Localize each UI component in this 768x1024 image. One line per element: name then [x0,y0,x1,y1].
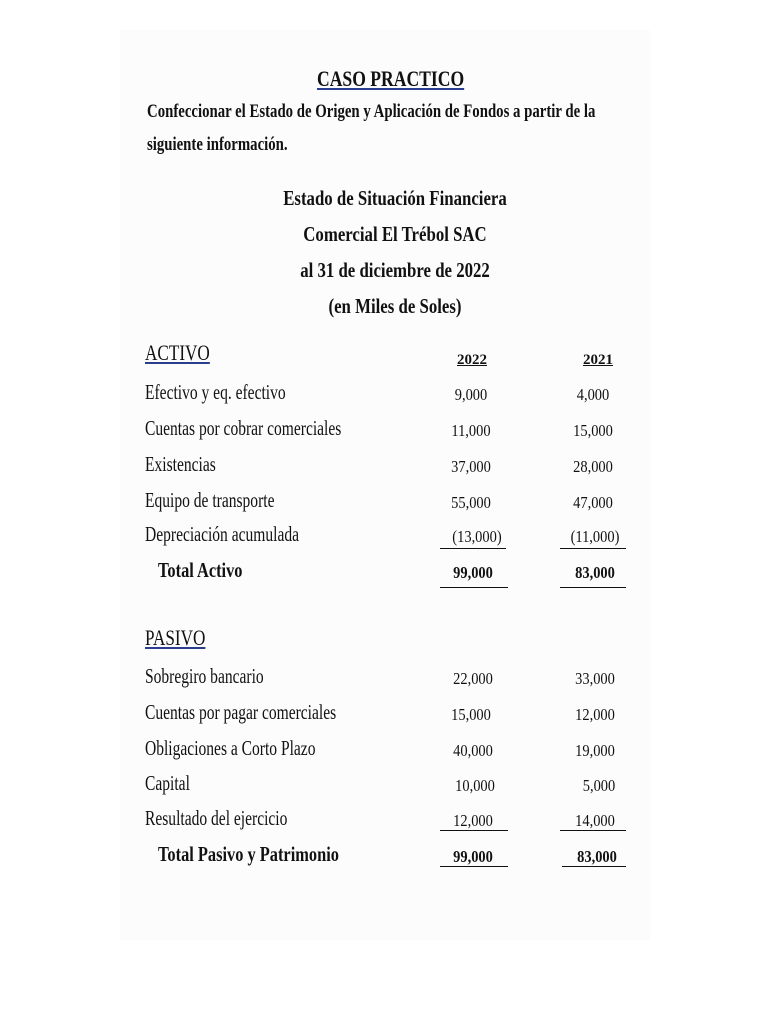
instruction-line-2: siguiente información. [147,135,288,155]
activo-row-label: Cuentas por cobrar comerciales [145,416,342,440]
pasivo-row-label: Resultado del ejercicio [145,806,288,830]
year-header-2022: 2022 [457,352,487,368]
total-activo-2021: 83,000 [575,563,615,582]
subtotal-rule [560,830,626,831]
activo-row-label: Efectivo y eq. efectivo [145,380,286,404]
pasivo-row-label: Capital [145,771,190,795]
pasivo-section-heading: PASIVO [145,625,206,650]
activo-value-2021: 28,000 [573,457,613,476]
activo-value-2021: 4,000 [576,385,610,404]
company-name: Comercial El Trébol SAC [303,222,487,246]
document-page [120,30,650,940]
subtotal-rule [560,548,626,549]
activo-row-label: Existencias [145,452,216,476]
subtotal-rule [440,548,506,549]
case-heading: CASO PRACTICO [317,66,465,91]
pasivo-row-label: Sobregiro bancario [145,664,264,688]
activo-value-2022: 9,000 [454,385,488,404]
total-pasivo-2022: 99,000 [453,847,493,866]
statement-date: al 31 de diciembre de 2022 [300,258,490,282]
pasivo-row-label: Cuentas por pagar comerciales [145,700,337,724]
pasivo-value-2021: 14,000 [575,811,615,830]
activo-value-2022: 11,000 [451,421,491,440]
activo-value-2022: 55,000 [451,493,491,512]
pasivo-value-2021: 12,000 [575,705,615,724]
total-rule [560,587,626,588]
activo-value-2021: 15,000 [573,421,613,440]
pasivo-value-2021: 33,000 [575,669,615,688]
total-activo-label: Total Activo [158,558,243,582]
activo-value-2022: 37,000 [451,457,491,476]
pasivo-value-2022: 12,000 [453,811,493,830]
pasivo-value-2022: 10,000 [455,776,495,795]
statement-units: (en Miles de Soles) [328,294,462,318]
pasivo-row-label: Obligaciones a Corto Plazo [145,736,316,760]
year-header-2021: 2021 [583,352,613,368]
total-rule [440,866,508,867]
statement-title: Estado de Situación Financiera [283,186,507,210]
activo-value-2021: (11,000) [570,527,620,546]
total-activo-2022: 99,000 [453,563,493,582]
total-rule [562,866,626,867]
total-pasivo-2021: 83,000 [577,847,617,866]
pasivo-value-2021: 5,000 [582,776,616,795]
pasivo-value-2022: 40,000 [453,741,493,760]
instruction-line-1: Confeccionar el Estado de Origen y Aplicación de Fondos a partir de la [147,102,596,122]
activo-section-heading: ACTIVO [145,340,210,365]
total-rule [440,587,508,588]
activo-row-label: Equipo de transporte [145,488,275,512]
activo-value-2021: 47,000 [573,493,613,512]
activo-value-2022: (13,000) [452,527,502,546]
activo-row-label: Depreciación acumulada [145,522,300,546]
pasivo-value-2021: 19,000 [575,741,615,760]
pasivo-value-2022: 15,000 [451,705,491,724]
subtotal-rule [440,830,508,831]
pasivo-value-2022: 22,000 [453,669,493,688]
total-pasivo-label: Total Pasivo y Patrimonio [158,842,339,866]
